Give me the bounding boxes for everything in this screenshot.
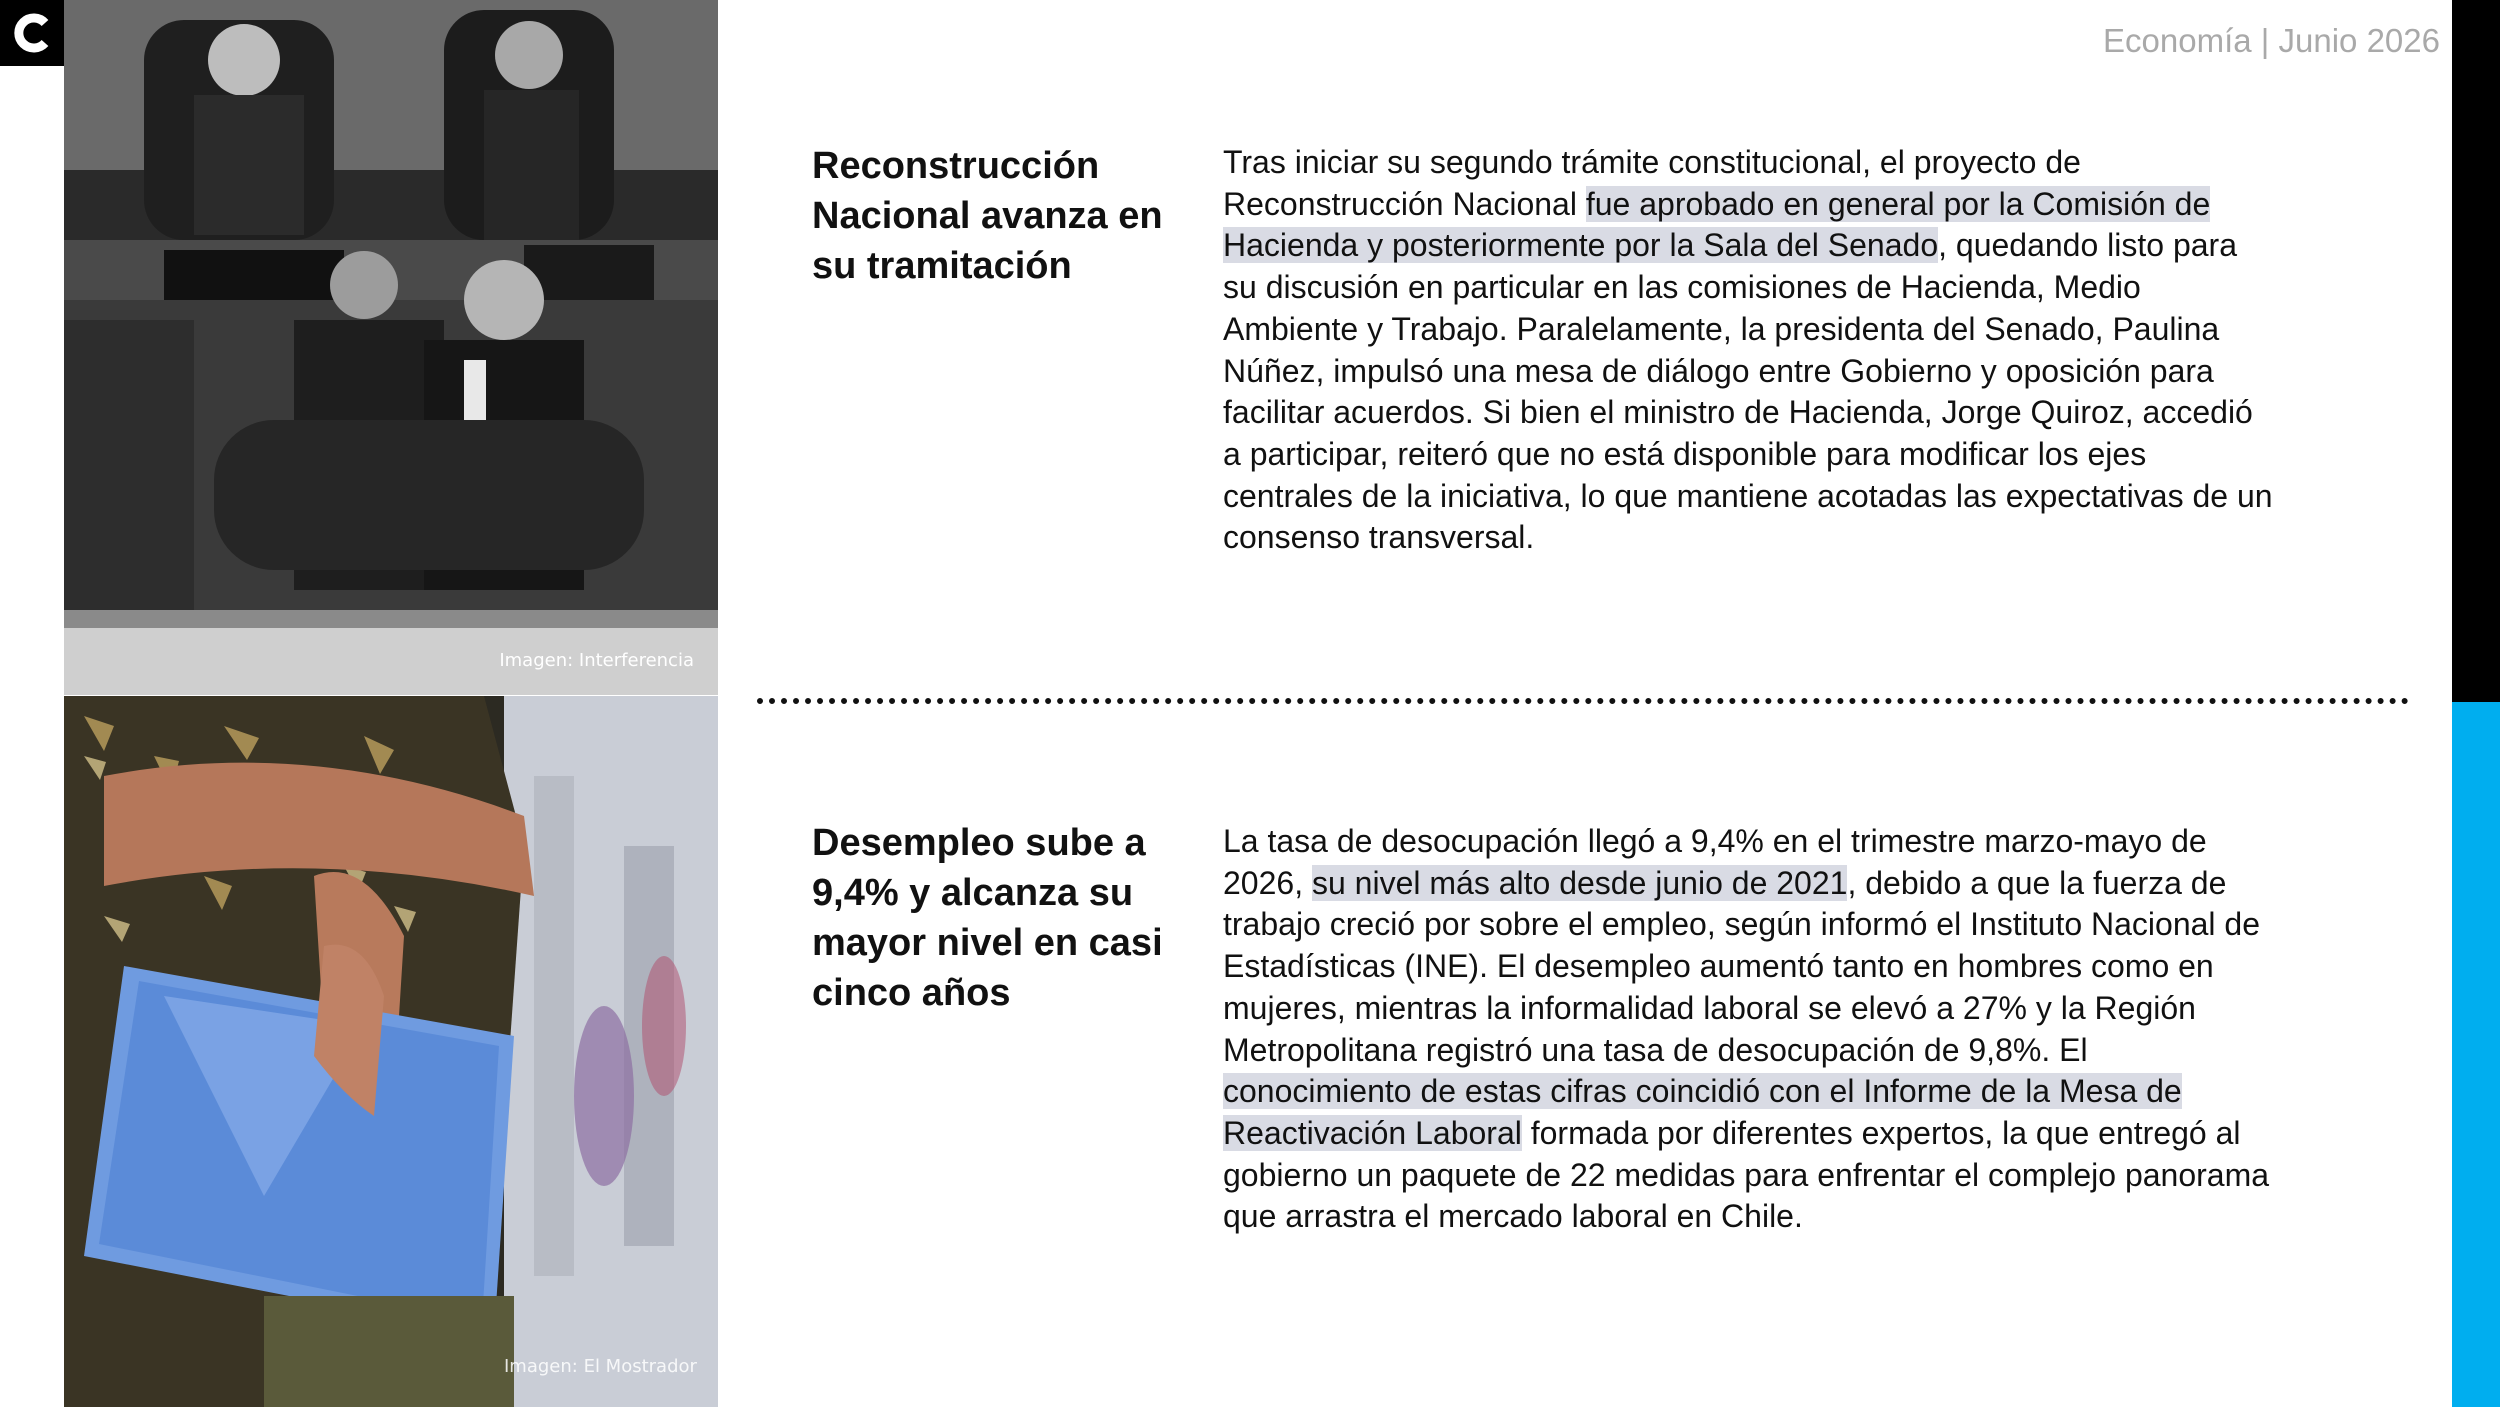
body-text-segment: formada por diferentes expertos, la que entregó al gobierno un paquete de 22 medidas para enfrentar el complejo panorama que arrastra el mercado laboral en Chile.	[1223, 1114, 2270, 1235]
story-headline: Reconstrucción Nacional avanza en su tramitación	[812, 145, 1163, 287]
dotted-divider	[757, 698, 2409, 704]
body-text-segment: Tras iniciar su segundo trámite constitucional, el proyecto de Reconstrucción Nacional	[1223, 144, 2081, 222]
highlighted-text: conocimiento de estas cifras coincidió con el Informe de la Mesa de Reactivación Laboral	[1223, 1073, 2182, 1151]
unemployment-photo	[64, 696, 718, 1407]
highlighted-text: fue aprobado en general por la Comisión de Hacienda y posteriormente por la Sala del Senado	[1223, 185, 2211, 264]
body-text-segment: , quedando listo para su discusión en particular en las comisiones de Hacienda, Medio Ambiente y Trabajo. Paralelamente, la presidenta del Senado, Paulina Núñez, impulsó una mesa de diálogo entre Gobierno y oposición para facilitar acuerdos. Si bien el ministro de Hacienda, Jorge Quiroz, accedió a participar, reiteró que no está disponible para modificar los ejes centrales de la iniciativa, lo que mantiene acotadas las expectativas de un consenso transversal.	[1223, 227, 2273, 556]
body-text-segment: , debido a que la fuerza de trabajo creció por sobre el empleo, según informó el Instituto Nacional de Estadísticas (INE). El desempleo aumentó tanto en hombres como en mujeres, mientras la informalidad laboral se elevó a 27% y la Región Metropolitana registró una tasa de desocupación de 9,8%. El	[1223, 864, 2261, 1068]
brand-logo	[0, 0, 66, 66]
senate-photo	[64, 0, 718, 695]
accent-bar-blue	[2452, 702, 2500, 1407]
image-credit: Imagen: Interferencia	[499, 650, 694, 671]
highlighted-text: su nivel más alto desde junio de 2021	[1311, 864, 1848, 901]
body-text-segment: La tasa de desocupación llegó a 9,4% en el trimestre marzo-mayo de 2026,	[1223, 823, 2207, 901]
image-credit: Imagen: El Mostrador	[504, 1356, 697, 1377]
story-headline: Desempleo sube a 9,4% y alcanza su mayor nivel en casi cinco años	[812, 822, 1163, 1014]
section-date: Economía | Junio 2026	[2103, 22, 2440, 59]
story-body	[1223, 142, 2273, 559]
accent-bar-black	[2452, 0, 2500, 702]
story-body	[1223, 821, 2273, 1238]
c-logo-icon	[11, 11, 55, 55]
